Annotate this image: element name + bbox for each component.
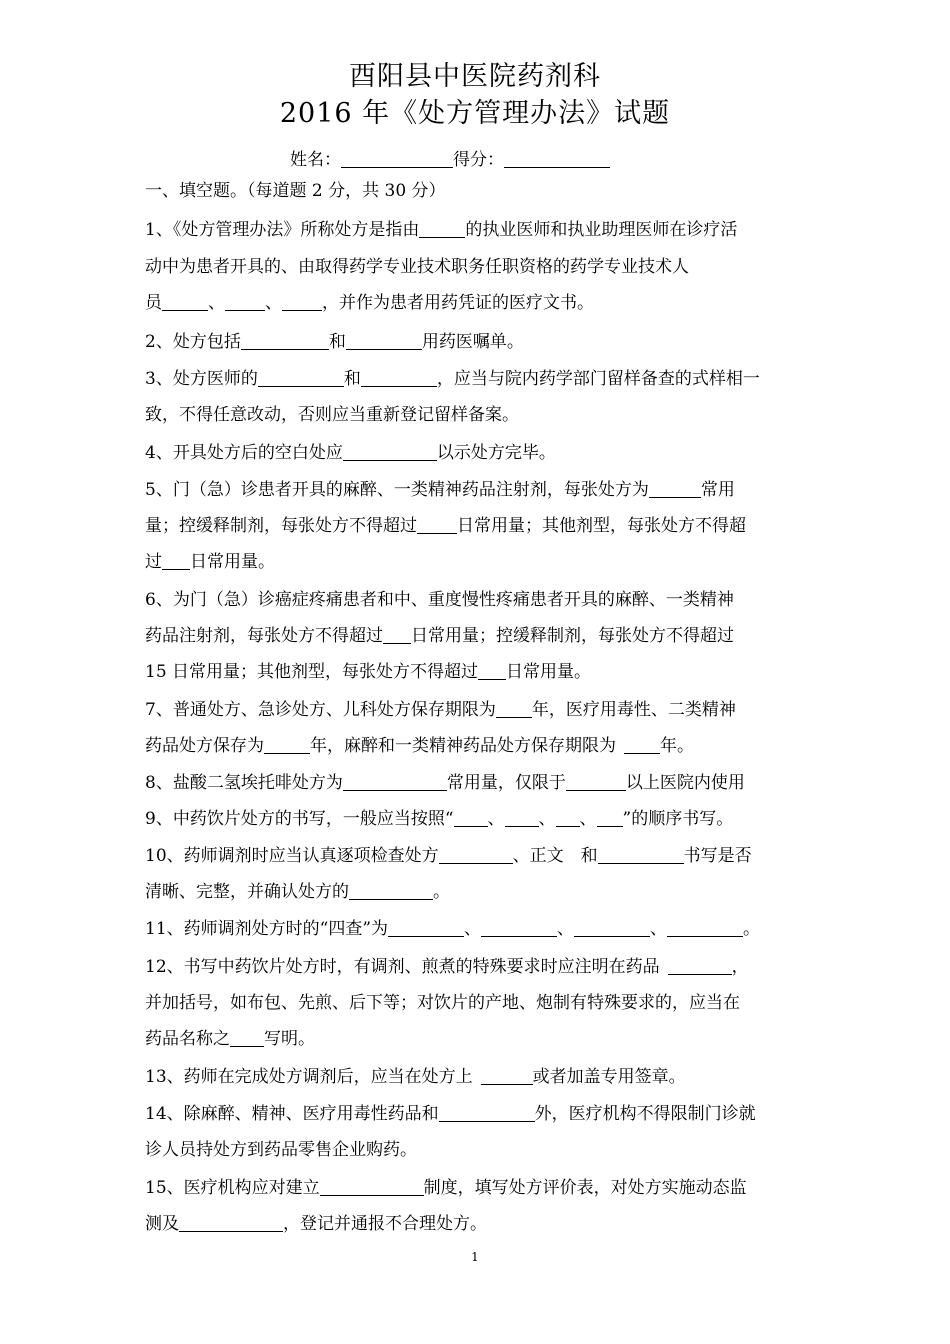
question-11: 11、药师调剂处方时的“四查”为 、 、 、 。 [145, 919, 761, 939]
question-10-line-1: 10、药师调剂时应当认真逐项检查处方 、正文 和 书写是否 [145, 846, 752, 866]
section-heading: 一、填空题。（每道题 2 分，共 30 分） [145, 181, 446, 201]
blank[interactable] [556, 810, 580, 827]
question-3-line-1: 3、处方医师的 和 ，应当与院内药学部门留样备查的式样相一 [145, 369, 760, 389]
question-12-line-2: 并加括号，如布包、先煎、后下等；对饮片的产地、炮制有特殊要求的，应当在 [145, 993, 740, 1013]
question-6-line-3: 15 日常用量；其他剂型，每张处方不得超过 日常用量。 [145, 662, 592, 682]
question-15-line-1: 15、医疗机构应对建立 制度，填写处方评价表，对处方实施动态监 [145, 1178, 747, 1198]
blank[interactable] [258, 370, 344, 387]
name-label: 姓名： [290, 150, 341, 170]
score-blank[interactable] [504, 151, 610, 168]
blank[interactable] [225, 294, 265, 311]
blank[interactable] [624, 737, 660, 754]
question-9: 9、中药饮片处方的书写，一般应当按照“ 、 、 、 ”的顺序书写。 [145, 809, 734, 829]
name-blank[interactable] [341, 151, 453, 168]
blank[interactable] [649, 481, 701, 498]
question-1-line-1: 1、《处方管理办法》所称处方是指由 的执业医师和执业助理医师在诊疗活 [145, 220, 738, 240]
question-12-line-3: 药品名称之 写明。 [145, 1029, 315, 1049]
blank[interactable] [320, 1179, 424, 1196]
question-6-line-2: 药品注射剂，每张处方不得超过 日常用量；控缓释制剂，每张处方不得超过 [145, 626, 734, 646]
blank[interactable] [162, 553, 190, 570]
blank[interactable] [481, 920, 557, 937]
blank[interactable] [388, 920, 464, 937]
question-7-line-1: 7、普通处方、急诊处方、儿科处方保存期限为 年，医疗用毒性、二类精神 [145, 700, 736, 720]
question-1-line-3: 员 、 、 ，并作为患者用药凭证的医疗文书。 [145, 293, 594, 313]
question-5-line-2: 量；控缓释制剂，每张处方不得超过 日常用量；其他剂型，每张处方不得超 [145, 516, 746, 536]
blank[interactable] [668, 958, 732, 975]
question-14-line-1: 14、除麻醉、精神、医疗用毒性药品和 外，医疗机构不得限制门诊就 [145, 1104, 756, 1124]
blank[interactable] [162, 294, 208, 311]
blank[interactable] [419, 221, 465, 238]
blank[interactable] [282, 294, 322, 311]
blank[interactable] [349, 883, 433, 900]
question-6-line-1: 6、为门（急）诊癌症疼痛患者和中、重度慢性疼痛患者开具的麻醉、一类精神 [145, 590, 734, 610]
question-7-line-2: 药品处方保存为 年，麻醉和一类精神药品处方保存期限为 年。 [145, 736, 694, 756]
blank[interactable] [241, 333, 329, 350]
blank[interactable] [179, 1215, 283, 1232]
question-2: 2、处方包括 和 用药医嘱单。 [145, 332, 524, 352]
blank[interactable] [496, 701, 532, 718]
blank[interactable] [505, 810, 539, 827]
blank[interactable] [598, 847, 684, 864]
question-5-line-3: 过 日常用量。 [145, 552, 275, 572]
page-number: 1 [471, 1250, 479, 1264]
blank[interactable] [417, 517, 457, 534]
blank[interactable] [454, 810, 488, 827]
page-title: 酉阳县中医院药剂科 [349, 61, 601, 92]
question-13: 13、药师在完成处方调剂后，应当在处方上 或者加盖专用签章。 [145, 1067, 686, 1087]
blank[interactable] [343, 444, 437, 461]
blank[interactable] [439, 847, 513, 864]
question-10-line-2: 清晰、完整，并确认处方的 。 [145, 882, 450, 902]
blank[interactable] [439, 1105, 535, 1122]
blank[interactable] [264, 737, 310, 754]
blank[interactable] [361, 370, 437, 387]
question-4: 4、开具处方后的空白处应 以示处方完毕。 [145, 443, 556, 463]
name-score-row [290, 145, 610, 170]
blank[interactable] [346, 333, 422, 350]
question-1-line-2: 动中为患者开具的、由取得药学专业技术职务任职资格的药学专业技术人 [145, 257, 689, 277]
blank[interactable] [481, 1068, 533, 1085]
blank[interactable] [478, 663, 506, 680]
question-15-line-2: 测及 ，登记并通报不合理处方。 [145, 1214, 487, 1234]
question-8: 8、盐酸二氢埃托啡处方为 常用量，仅限于 以上医院内使用 [145, 773, 745, 793]
blank[interactable] [383, 627, 411, 644]
blank[interactable] [343, 774, 447, 791]
blank[interactable] [597, 810, 623, 827]
question-5-line-1: 5、门（急）诊患者开具的麻醉、一类精神药品注射剂，每张处方为 常用 [145, 480, 735, 500]
blank[interactable] [230, 1030, 264, 1047]
question-14-line-2: 诊人员持处方到药品零售企业购药。 [145, 1140, 417, 1160]
page-subtitle: 2016 年《处方管理办法》试题 [279, 98, 671, 129]
question-3-line-2: 致，不得任意改动，否则应当重新登记留样备案。 [145, 405, 519, 425]
score-label: 得分： [453, 150, 504, 170]
blank[interactable] [566, 774, 626, 791]
question-12-line-1: 12、书写中药饮片处方时，有调剂、煎煮的特殊要求时应注明在药品 ， [145, 957, 749, 977]
blank[interactable] [574, 920, 650, 937]
blank[interactable] [667, 920, 743, 937]
